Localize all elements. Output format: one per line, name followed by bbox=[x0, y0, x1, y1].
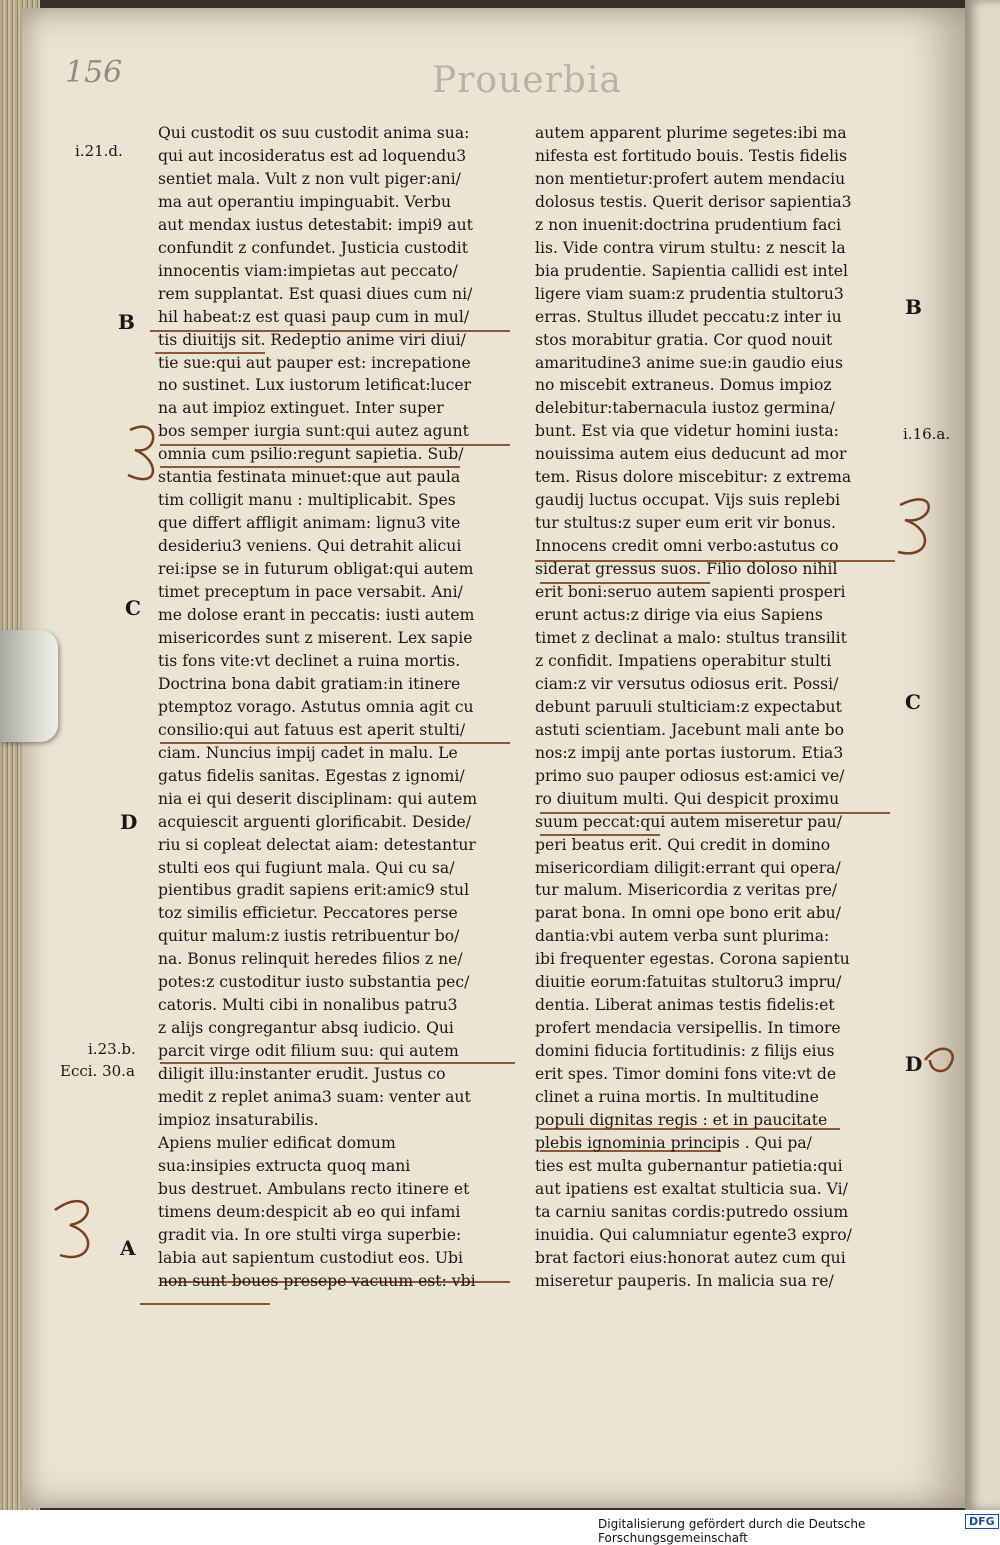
text-line: ta carniu sanitas cordis:putredo ossium bbox=[535, 1202, 849, 1221]
text-line: labia aut sapientum custodiut eos. Ubi bbox=[158, 1248, 463, 1267]
text-line: tur stultus:z super eum erit vir bonus. bbox=[535, 514, 836, 533]
text-line: delebitur:tabernacula iustoz germina/ bbox=[535, 399, 835, 418]
text-line: tem. Risus dolore miscebitur: z extrema bbox=[535, 468, 852, 487]
text-line: na aut impioz extinguet. Inter super bbox=[158, 399, 444, 418]
text-line: acquiescit arguenti glorificabit. Deside/ bbox=[158, 812, 472, 831]
text-line: diuitie eorum:fatuitas stultoru3 impru/ bbox=[535, 973, 842, 992]
text-line: siderat gressus suos. Filio doloso nihil bbox=[535, 560, 838, 579]
text-line: impioz insaturabilis. bbox=[158, 1110, 319, 1129]
margin-ref: i.21.d. bbox=[75, 142, 123, 160]
text-column-right bbox=[535, 122, 905, 1293]
text-line: gatus fidelis sanitas. Egestas z ignomi/ bbox=[158, 766, 465, 785]
section-letter: C bbox=[125, 596, 141, 620]
text-line: erit boni:seruo autem sapienti prosperi bbox=[535, 583, 846, 602]
section-letter: A bbox=[120, 1236, 136, 1260]
text-line: non sunt boues presepe vacuum est: vbi bbox=[158, 1271, 476, 1290]
text-line: gradit via. In ore stulti virga superbie: bbox=[158, 1225, 462, 1244]
text-line: sua:insipies extructa quoq mani bbox=[158, 1156, 411, 1175]
text-line: Qui custodit os suu custodit anima sua: bbox=[158, 124, 470, 142]
text-line: dantia:vbi autem verba sunt plurima: bbox=[535, 927, 830, 946]
text-line: brat factori eius:honorat autez cum qui bbox=[535, 1248, 846, 1267]
text-line: rem supplantat. Est quasi diues cum ni/ bbox=[158, 284, 473, 303]
text-line: quitur malum:z iustis retribuentur bo/ bbox=[158, 927, 460, 946]
text-line: pientibus gradit sapiens erit:amic9 stul bbox=[158, 881, 470, 900]
text-line: erras. Stultus illudet peccatu:z inter iu bbox=[535, 307, 842, 326]
text-line: timet preceptum in pace versabit. Ani/ bbox=[158, 583, 463, 602]
text-line: ro diuitum multi. Qui despicit proximu bbox=[535, 789, 840, 808]
text-line: misericordiam diligit:errant qui opera/ bbox=[535, 858, 841, 877]
text-line: tim colligit manu : multiplicabit. Spes bbox=[158, 491, 456, 510]
section-letter: C bbox=[905, 690, 921, 714]
section-letter: B bbox=[118, 310, 135, 334]
section-letter: D bbox=[120, 810, 138, 834]
text-line: diligit illu:instanter erudit. Justus co bbox=[158, 1065, 446, 1084]
text-line: ciam:z vir versutus odiosus erit. Possi/ bbox=[535, 674, 839, 693]
text-line: dentia. Liberat animas testis fidelis:et bbox=[535, 996, 835, 1015]
text-line: stantia festinata minuet:que aut paula bbox=[158, 468, 461, 487]
text-line: consilio:qui aut fatuus est aperit stulti/ bbox=[158, 720, 466, 739]
text-line: lis. Vide contra virum stultu: z nescit la bbox=[535, 238, 846, 257]
text-line: nia ei qui deserit disciplinam: qui autem bbox=[158, 789, 478, 808]
text-line: timens deum:despicit ab eo qui infami bbox=[158, 1202, 461, 1221]
text-line: Doctrina bona dabit gratiam:in itinere bbox=[158, 674, 461, 693]
text-line: peri beatus erit. Qui credit in domino bbox=[535, 835, 831, 854]
digitization-credit: Digitalisierung gefördert durch die Deutsche Forschungsgemeinschaft bbox=[598, 1517, 866, 1545]
text-line: domini fiducia fortitudinis: z filijs eius bbox=[535, 1042, 835, 1061]
text-line: inuidia. Qui calumniatur egente3 expro/ bbox=[535, 1225, 852, 1244]
text-line: tis diuitijs sit. Redeptio anime viri diui/ bbox=[158, 330, 466, 349]
text-line: nouissima autem eius deducunt ad mor bbox=[535, 445, 847, 464]
text-line: dolosus testis. Querit derisor sapientia3 bbox=[535, 192, 852, 211]
text-line: ties est multa gubernantur patietia:qui bbox=[535, 1156, 843, 1175]
dfg-logo: DFG bbox=[965, 1514, 999, 1529]
text-line: z alijs congregantur absq iudicio. Qui bbox=[158, 1019, 454, 1038]
text-line: Apiens mulier edificat domum bbox=[158, 1133, 396, 1152]
margin-ref: Ecci. 30.a bbox=[60, 1062, 135, 1080]
text-line: sentiet mala. Vult z non vult piger:ani/ bbox=[158, 169, 461, 188]
text-line: riu si copleat delectat aiam: detestantur bbox=[158, 835, 476, 854]
section-letter: D bbox=[905, 1052, 923, 1076]
text-line: nos:z impij ante portas iustorum. Etia3 bbox=[535, 743, 844, 762]
pencil-folio-number: 156 bbox=[65, 55, 123, 90]
text-line: profert mendacia versipellis. In timore bbox=[535, 1019, 841, 1038]
text-line: no sustinet. Lux iustorum letificat:lucer bbox=[158, 376, 472, 395]
text-line: erit spes. Timor domini fons vite:vt de bbox=[535, 1065, 837, 1084]
text-line: bunt. Est via que videtur homini iusta: bbox=[535, 422, 839, 441]
section-letter: B bbox=[905, 295, 922, 319]
text-line: tur malum. Misericordia z veritas pre/ bbox=[535, 881, 838, 900]
text-line: timet z declinat a malo: stultus transilit bbox=[535, 628, 847, 647]
text-line: aut ipatiens est exaltat stulticia sua. Vi/ bbox=[535, 1179, 848, 1198]
text-line: na. Bonus relinquit heredes filios z ne/ bbox=[158, 950, 463, 969]
text-line: que differt affligit animam: lignu3 vite bbox=[158, 514, 461, 533]
text-line: tis fons vite:vt declinet a ruina mortis. bbox=[158, 651, 461, 670]
text-line: omnia cum psilio:regunt sapietia. Sub/ bbox=[158, 445, 464, 464]
margin-ref: i.16.a. bbox=[903, 425, 951, 443]
text-line: erunt actus:z dirige via eius Sapiens bbox=[535, 606, 823, 625]
text-line: qui aut incosideratus est ad loquendu3 bbox=[158, 146, 467, 165]
text-line: aut mendax iustus detestabit: impi9 aut bbox=[158, 215, 473, 234]
text-line: ligere viam suam:z prudentia stultoru3 bbox=[535, 284, 844, 303]
text-line: debunt paruuli stulticiam:z expectabut bbox=[535, 697, 842, 716]
text-line: stulti eos qui fugiunt mala. Qui cu sa/ bbox=[158, 858, 455, 877]
text-line: primo suo pauper odiosus est:amici ve/ bbox=[535, 766, 845, 785]
text-line: ibi frequenter egestas. Corona sapientu bbox=[535, 950, 850, 969]
margin-ref: i.23.b. bbox=[88, 1040, 136, 1058]
text-line: ma aut operantiu impinguabit. Verbu bbox=[158, 192, 452, 211]
text-line: parat bona. In omni ope bono erit abu/ bbox=[535, 904, 841, 923]
text-line: potes:z custoditur iusto substantia pec/ bbox=[158, 973, 470, 992]
text-line: miseretur pauperis. In malicia sua re/ bbox=[535, 1271, 834, 1290]
text-line: toz similis efficietur. Peccatores perse bbox=[158, 904, 458, 923]
text-line: innocentis viam:impietas aut peccato/ bbox=[158, 261, 458, 280]
text-line: bos semper iurgia sunt:qui autez agunt bbox=[158, 422, 469, 441]
text-line: autem apparent plurime segetes:ibi ma bbox=[535, 124, 847, 142]
text-line: bia prudentie. Sapientia callidi est intel bbox=[535, 261, 848, 280]
text-line: tie sue:qui aut pauper est: increpatione bbox=[158, 353, 471, 372]
text-line: clinet a ruina mortis. In multitudine bbox=[535, 1088, 819, 1107]
text-line: misericordes sunt z miserent. Lex sapie bbox=[158, 628, 473, 647]
text-column-left bbox=[158, 122, 528, 1293]
text-line: ciam. Nuncius impij cadet in malu. Le bbox=[158, 743, 458, 762]
text-line: medit z replet anima3 suam: venter aut bbox=[158, 1088, 471, 1107]
text-line: gaudij luctus occupat. Vijs suis replebi bbox=[535, 491, 841, 510]
text-line: parcit virge odit filium suu: qui autem bbox=[158, 1042, 459, 1061]
text-line: bus destruet. Ambulans recto itinere et bbox=[158, 1179, 470, 1198]
text-line: nifesta est fortitudo bouis. Testis fidelis bbox=[535, 146, 848, 165]
text-line: desideriu3 veniens. Qui detrahit alicui bbox=[158, 537, 462, 556]
running-title-bleedthrough: Prouerbia bbox=[432, 60, 622, 101]
text-line: z non inuenit:doctrina prudentium faci bbox=[535, 215, 842, 234]
text-line: confundit z confundet. Justicia custodit bbox=[158, 238, 468, 257]
text-line: Innocens credit omni verbo:astutus co bbox=[535, 537, 839, 556]
text-line: hil habeat:z est quasi paup cum in mul/ bbox=[158, 307, 470, 326]
text-line: me dolose erant in peccatis: iusti autem bbox=[158, 606, 475, 625]
text-line: catoris. Multi cibi in nonalibus patru3 bbox=[158, 996, 458, 1015]
text-line: rei:ipse se in futurum obligat:qui autem bbox=[158, 560, 474, 579]
text-line: amaritudine3 anime sue:in gaudio eius bbox=[535, 353, 843, 372]
text-line: ptemptoz vorago. Astutus omnia agit cu bbox=[158, 697, 474, 716]
text-line: suum peccat:qui autem miseretur pau/ bbox=[535, 812, 842, 831]
text-line: non mentietur:profert autem mendaciu bbox=[535, 169, 846, 188]
text-line: stos morabitur gratia. Cor quod nouit bbox=[535, 330, 833, 349]
text-line: plebis ignominia principis . Qui pa/ bbox=[535, 1133, 812, 1152]
ink-underline bbox=[140, 1303, 270, 1305]
text-line: astuti scientiam. Jacebunt mali ante bo bbox=[535, 720, 845, 739]
text-line: no miscebit extraneus. Domus impioz bbox=[535, 376, 832, 395]
text-line: populi dignitas regis : et in paucitate bbox=[535, 1110, 828, 1129]
text-line: z confidit. Impatiens operabitur stulti bbox=[535, 651, 832, 670]
